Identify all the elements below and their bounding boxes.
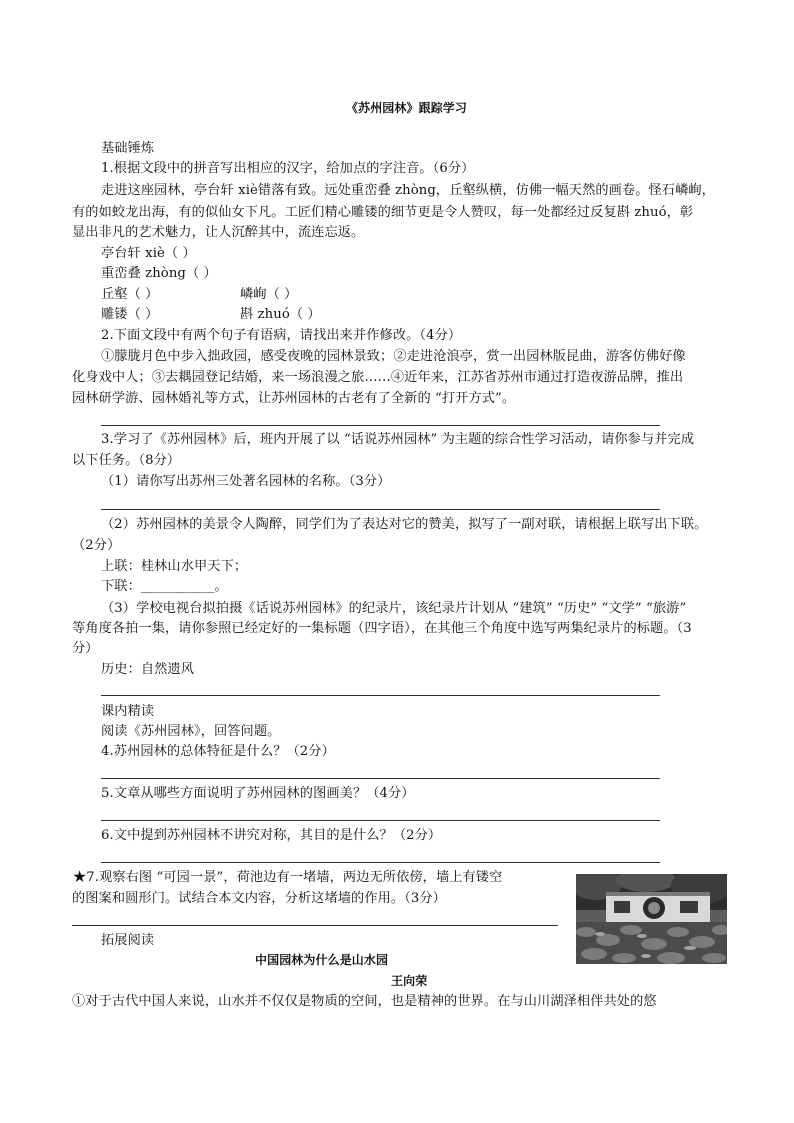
couplet-upper: 上联：桂林山水甲天下； — [101, 559, 248, 574]
question-3-subtask: （3）学校电视台拟拍摄《话说苏州园林》的纪录片，该纪录片计划从 “建筑” “历史” “文学” “旅游” — [101, 601, 687, 616]
garden-wall-photo — [576, 874, 727, 964]
answer-line[interactable] — [72, 925, 558, 926]
question-3-subtask: 等角度各拍一集，请你参照已经定好的一集标题（四字语），在其他三个角度中选写两集纪录片的标题。（3 — [72, 621, 692, 636]
article-paragraph: ①对于古代中国人来说，山水并不仅仅是物质的空间，也是精神的世界。在与山川湖泽相伴共处的悠 — [72, 994, 657, 1009]
question-3-prompt: 3.学习了《苏州园林》后，班内开展了以 “话说苏州园林” 为主题的综合性学习活动，请你参与并完成 — [101, 432, 695, 447]
question-1-item: 重峦叠 zhòng（ ） — [101, 266, 217, 281]
question-3-prompt: 以下任务。（8分） — [72, 453, 181, 468]
question-5: 5.文章从哪些方面说明了苏州园林的图画美？（4分） — [101, 786, 415, 801]
question-1-paragraph-line: 走进这座园林，亭台轩 xiè错落有致。远处重峦叠 zhòng，丘壑纵横，仿佛一幅天然的画卷。怪石嶙峋， — [101, 183, 715, 198]
question-2-text-line: 化身戏中人；③去耦园登记结婚，来一场浪漫之旅……④近年来，江苏省苏州市通过打造夜游品牌，推出 — [72, 370, 684, 385]
question-7-prompt: 的图案和圆形门。试结合本文内容，分析这堵墙的作用。（3分） — [72, 891, 446, 906]
question-1-paragraph-line: 显出非凡的艺术魅力，让人沉醉其中，流连忘返。 — [72, 225, 365, 240]
question-7-prompt: ★7.观察右图 “可园一景”，荷池边有一堵墙，两边无所依傍，墙上有镂空 — [73, 870, 503, 885]
question-2-text-line: 园林研学游、园林婚礼等方式，让苏州园林的古老有了全新的 “打开方式”。 — [72, 391, 516, 406]
question-2-prompt: 2.下面文段中有两个句子有语病，请找出来并作修改。（4分） — [101, 328, 462, 343]
article-author: 王向荣 — [391, 974, 428, 988]
section-heading-basic: 基础锤炼 — [101, 141, 155, 156]
question-2-text-line: ①朦胧月色中步入拙政园，感受夜晚的园林景致；②走进沧浪亭，赏一出园林版昆曲，游客仿佛好像 — [101, 349, 686, 364]
answer-line[interactable] — [101, 425, 660, 426]
question-3-subtask: （2）苏州园林的美景令人陶醉，同学们为了表达对它的赞美，拟写了一副对联，请根据上联写出下联。 — [101, 517, 708, 532]
question-6: 6.文中提到苏州园林不讲究对称，其目的是什么？（2分） — [101, 828, 442, 843]
section-heading-class-reading: 课内精读 — [101, 704, 155, 719]
answer-line[interactable] — [101, 778, 660, 779]
reading-intro: 阅读《苏州园林》，回答问题。 — [101, 724, 281, 739]
couplet-lower[interactable]: 下联：___________。 — [101, 579, 228, 594]
answer-line[interactable] — [101, 820, 660, 821]
question-3-subtask: 分） — [72, 641, 99, 656]
question-3-subtask: （1）请你写出苏州三处著名园林的名称。（3分） — [101, 474, 391, 489]
question-1-item: 雕镂（ ） — [101, 307, 159, 322]
answer-line[interactable] — [101, 695, 660, 696]
question-1-item: 丘壑（ ） — [101, 287, 159, 302]
question-1-item: 亭台轩 xiè（ ） — [101, 246, 196, 261]
question-1-item: 斟 zhuó（ ） — [240, 307, 321, 322]
question-1-item: 嶙峋（ ） — [240, 287, 298, 302]
question-1-paragraph-line: 有的如蛟龙出海，有的似仙女下凡。工匠们精心雕镂的细节更是令人赞叹，每一处都经过反复斟 zhuó，彰 — [72, 205, 694, 220]
section-heading-extended-reading: 拓展阅读 — [101, 933, 155, 948]
page-title: 《苏州园林》跟踪学习 — [346, 101, 468, 115]
answer-line[interactable] — [101, 509, 660, 510]
article-title: 中国园林为什么是山水园 — [255, 953, 389, 967]
title-example: 历史：自然遗风 — [101, 662, 195, 677]
question-1-prompt: 1.根据文段中的拼音写出相应的汉字，给加点的字注音。（6分） — [101, 161, 475, 176]
question-3-subtask: （2分） — [72, 538, 121, 553]
question-4: 4.苏州园林的总体特征是什么？（2分） — [101, 744, 335, 759]
answer-line[interactable] — [101, 862, 660, 863]
